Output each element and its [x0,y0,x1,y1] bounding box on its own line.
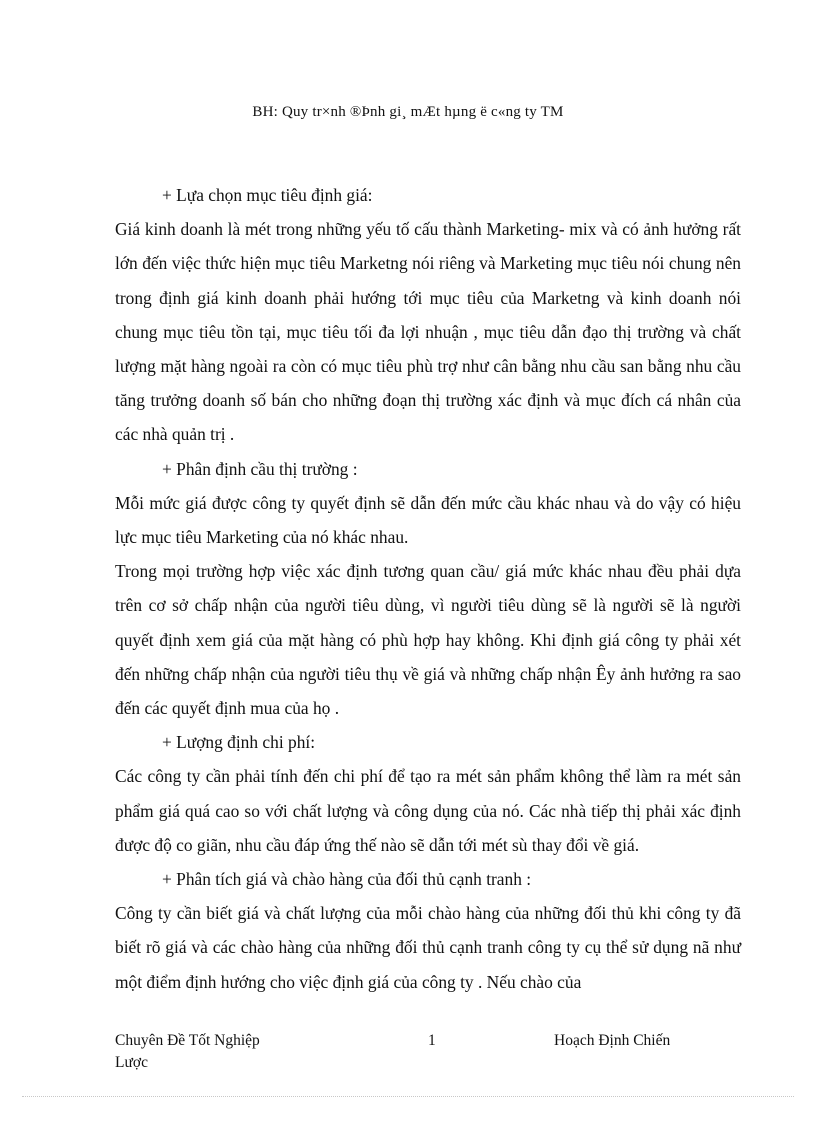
page-number: 1 [428,1032,436,1049]
footer-continuation-text: Lược [115,1054,148,1071]
paragraph-cost-estimation: Các công ty cần phải tính đến chi phí để tạo ra mét sản phẩm không thể làm ra mét sản phẩm giá quá cao so với chất lượng và công dụng của nó. Các nhà tiếp thị phải xác định được độ co giãn, nhu cầu đáp ứng thế nào sẽ dẫn tới mét sù thay đổi về giá. [115,766,741,855]
page-footer [115,1030,741,1074]
footer-right-text: Hoạch Định Chiến [554,1032,671,1049]
paragraph-demand-price-relation: Trong mọi trường hợp việc xác định tương quan cầu/ giá mức khác nhau đều phải dựa trên cơ sở chấp nhận của người tiêu dùng, vì người tiêu dùng sẽ là người sẽ là người quyết định xem giá của mặt hàng có phù hợp hay không. Khi định giá công ty phải xét đến những chấp nhận của người tiêu thụ về giá và những chấp nhận Êy ảnh hưởng ra sao đến các quyết định mua của họ . [115,561,741,719]
heading-market-demand: + Phân định cầu thị trường : [162,458,358,479]
header-title: BH: Quy tr×nh ®Þnh gi¸ mÆt hµng ë c«ng ty TM [252,104,564,120]
paragraph-pricing-objectives: Giá kinh doanh là mét trong những yếu tố cấu thành Marketing- mix và có ảnh hưởng rất lớn đến việc thức hiện mục tiêu Marketng nói riêng và Marketing mục tiêu nói chung nên trong định giá kinh doanh phải hướng tới mục tiêu của Marketng và kinh doanh nói chung mục tiêu tồn tại, mục tiêu tối đa lợi nhuận , mục tiêu dẫn đạo thị trường và chất lượng mặt hàng ngoài ra còn có mục tiêu phù trợ như cân bằng nhu cầu san bằng nhu cầu tăng trưởng doanh số bán cho những đoạn thị trường xác định và mục đích cá nhân của các nhà quản trị . [115,219,741,445]
page-header [0,104,816,121]
heading-pricing-objectives: + Lựa chọn mục tiêu định giá: [162,185,373,205]
heading-cost-estimation: + Lượng định chi phí: [162,732,316,753]
paragraph-competitor-analysis: Công ty cần biết giá và chất lượng của mỗi chào hàng của những đối thủ khi công ty đã biết rõ giá và các chào hàng của những đối thủ cạnh tranh công ty cụ thể sử dụng nã như một điểm định hướng cho việc định giá của công ty . Nếu chào của [115,903,741,992]
heading-competitor-analysis: + Phân tích giá và chào hàng của đối thủ cạnh tranh : [162,869,532,890]
paragraph-market-demand: Mỗi mức giá được công ty quyết định sẽ dẫn đến mức cầu khác nhau và do vậy có hiệu lực mục tiêu Marketing của nó khác nhau. [115,492,741,548]
footer-left-text: Chuyên Đề Tốt Nghiệp [115,1032,260,1049]
page-break-rule [22,1096,794,1097]
document-body [115,178,741,999]
